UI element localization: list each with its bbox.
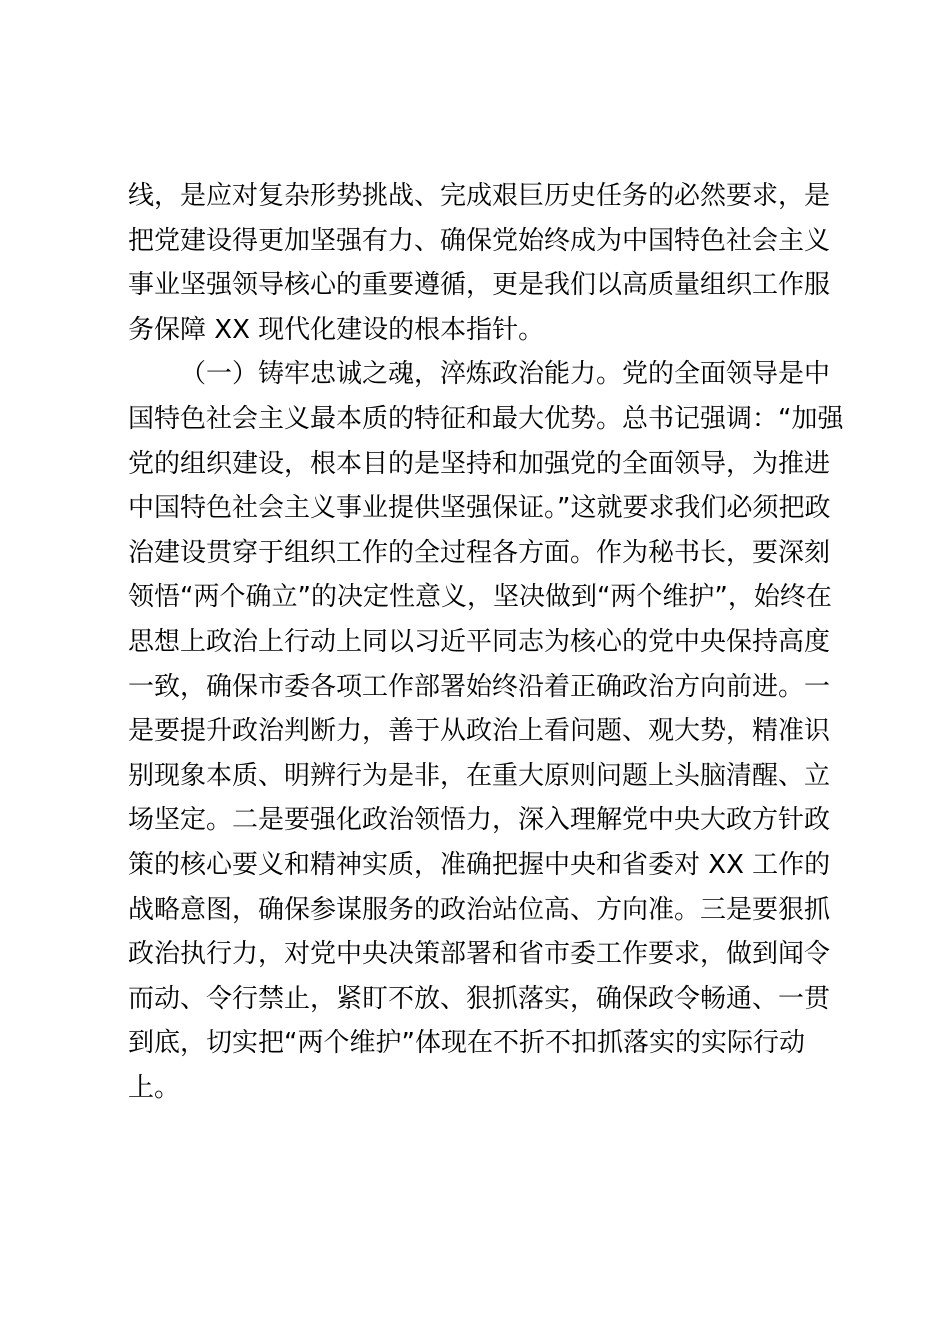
text-line: 到底，切实把“两个维护”体现在不折不扣抓落实的实际行动 <box>128 1028 805 1059</box>
text-line: 党的组织建设，根本目的是坚持和加强党的全面领导，为推进 <box>128 448 831 479</box>
text-line: 思想上政治上行动上同以习近平同志为核心的党中央保持高度 <box>128 626 831 657</box>
text-line: 是要提升政治判断力，善于从政治上看问题、观大势，精准识 <box>128 716 831 747</box>
text-line: 务保障 XX 现代化建设的根本指针。 <box>128 314 545 345</box>
text-line: 一致，确保市委各项工作部署始终沿着正确政治方向前进。一 <box>128 671 831 702</box>
body-text <box>128 174 844 1110</box>
text-line: （一）铸牢忠诚之魂，淬炼政治能力。党的全面领导是中 <box>180 359 831 390</box>
text-line: 上。 <box>128 1072 181 1103</box>
text-line: 策的核心要义和精神实质，准确把握中央和省委对 XX 工作的 <box>128 849 831 880</box>
text-line: 把党建设得更加坚强有力、确保党始终成为中国特色社会主义 <box>128 225 831 256</box>
text-line: 场坚定。二是要强化政治领悟力，深入理解党中央大政方针政 <box>128 805 831 836</box>
text-line: 别现象本质、明辨行为是非，在重大原则问题上头脑清醒、立 <box>128 760 831 791</box>
text-line: 战略意图，确保参谋服务的政治站位高、方向准。三是要狠抓 <box>128 894 831 925</box>
text-line: 事业坚强领导核心的重要遵循，更是我们以高质量组织工作服 <box>128 270 831 301</box>
text-line: 领悟“两个确立”的决定性意义，坚决做到“两个维护”，始终在 <box>128 582 832 613</box>
text-line: 国特色社会主义最本质的特征和最大优势。总书记强调：“加强 <box>128 403 844 434</box>
text-line: 政治执行力，对党中央决策部署和省市委工作要求，做到闻令 <box>128 939 831 970</box>
text-line: 而动、令行禁止，紧盯不放、狠抓落实，确保政令畅通、一贯 <box>128 983 831 1014</box>
text-line: 治建设贯穿于组织工作的全过程各方面。作为秘书长，要深刻 <box>128 537 831 568</box>
text-line: 线，是应对复杂形势挑战、完成艰巨历史任务的必然要求，是 <box>128 181 831 211</box>
text-line: 中国特色社会主义事业提供坚强保证。”这就要求我们必须把政 <box>128 493 831 524</box>
